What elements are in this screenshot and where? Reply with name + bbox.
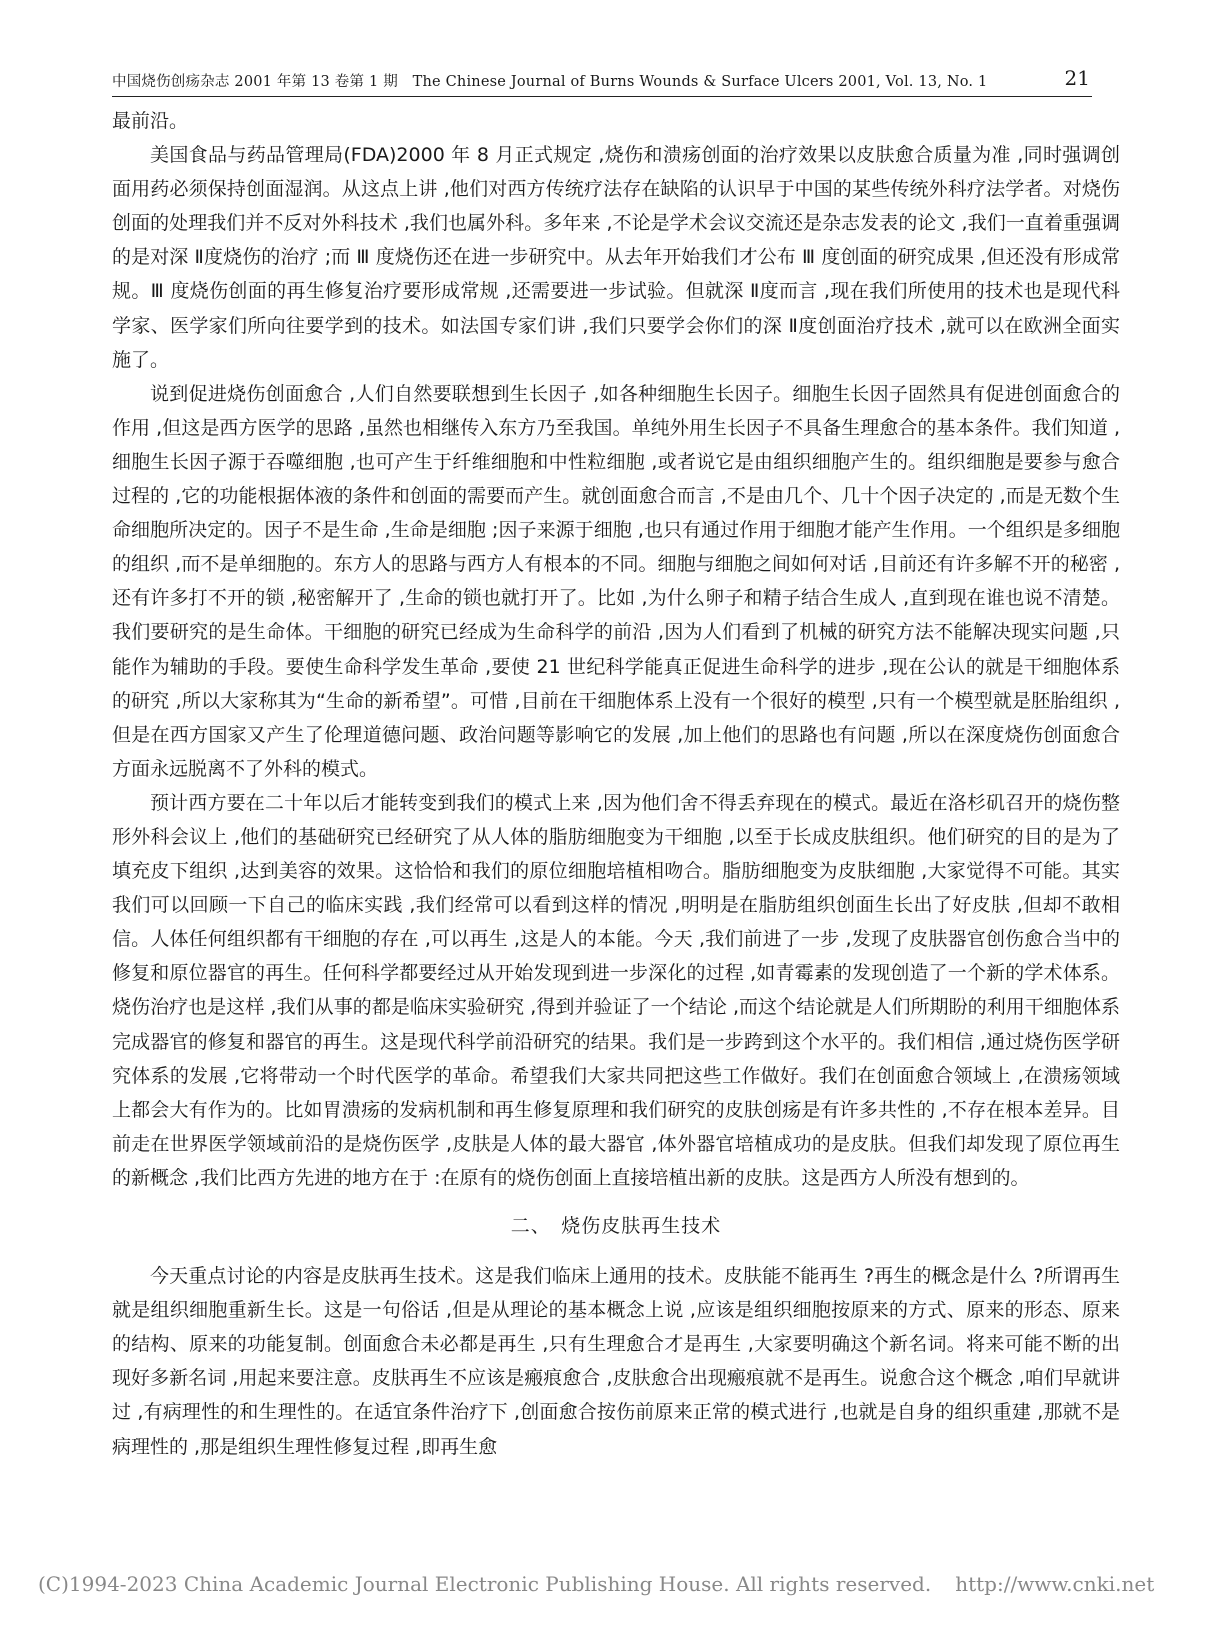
paragraph: 美国食品与药品管理局(FDA)2000 年 8 月正式规定 ,烧伤和溃疡创面的治疗效果以皮肤愈合质量为准 ,同时强调创面用药必须保持创面湿润。从这点上讲 ,他们对西方传统疗法存在缺陷的认识早于中国的某些传统外科疗法学者。对烧伤创面的处理我们并不反对外科技术 ,我们也属外科。多年来 ,不论是学术会议交流还是杂志发表的论文 ,我们一直着重强调的是对深 Ⅱ度烧伤的治疗 ;而 Ⅲ 度烧伤还在进一步研究中。从去年开始我们才公布 Ⅲ 度创面的研究成果 ,但还没有形成常规。Ⅲ 度烧伤创面的再生修复治疗要形成常规 ,还需要进一步试验。但就深 Ⅱ度而言 ,现在我们所使用的技术也是现代科学家、医学家们所向往要学到的技术。如法国专家们讲 ,我们只要学会你们的深 Ⅱ度创面治疗技术 ,就可以在欧洲全面实施了。: [112, 144, 1120, 371]
page-number: 21: [1064, 66, 1090, 90]
running-title: 中国烧伤创疡杂志 2001 年第 13 卷第 1 期 The Chinese Journal of Burns Wounds & Surface Ulcers 2001, Vol. 13, No. 1: [112, 74, 988, 90]
paragraph: 说到促进烧伤创面愈合 ,人们自然要联想到生长因子 ,如各种细胞生长因子。细胞生长因子固然具有促进创面愈合的作用 ,但这是西方医学的思路 ,虽然也相继传入东方乃至我国。单纯外用生长因子不具备生理愈合的基本条件。我们知道 ,细胞生长因子源于吞噬细胞 ,也可产生于纤维细胞和中性粒细胞 ,或者说它是由组织细胞产生的。组织细胞是要参与愈合过程的 ,它的功能根据体液的条件和创面的需要而产生。就创面愈合而言 ,不是由几个、几十个因子决定的 ,而是无数个生命细胞所决定的。因子不是生命 ,生命是细胞 ;因子来源于细胞 ,也只有通过作用于细胞才能产生作用。一个组织是多细胞的组织 ,而不是单细胞的。东方人的思路与西方人有根本的不同。细胞与细胞之间如何对话 ,目前还有许多解不开的秘密 ,还有许多打不开的锁 ,秘密解开了 ,生命的锁也就打开了。比如 ,为什么卵子和精子结合生成人 ,直到现在谁也说不清楚。我们要研究的是生命体。干细胞的研究已经成为生命科学的前沿 ,因为人们看到了机械的研究方法不能解决现实问题 ,只能作为辅助的手段。要使生命科学发生革命 ,要使 21 世纪科学能真正促进生命科学的进步 ,现在公认的就是干细胞体系的研究 ,所以大家称其为“生命的新希望”。可惜 ,目前在干细胞体系上没有一个很好的模型 ,只有一个模型就是胚胎组织 ,但是在西方国家又产生了伦理道德问题、政治问题等影响它的发展 ,加上他们的思路也有问题 ,所以在深度烧伤创面愈合方面永远脱离不了外科的模式。: [112, 382, 1120, 780]
copyright-footer: [38, 1572, 1198, 1596]
article-body: [112, 104, 1120, 1464]
running-header: [112, 66, 1092, 97]
footer-url[interactable]: http://www.cnki.net: [955, 1572, 1155, 1596]
paragraph: 今天重点讨论的内容是皮肤再生技术。这是我们临床上通用的技术。皮肤能不能再生 ?再生的概念是什么 ?所谓再生就是组织细胞重新生长。这是一句俗话 ,但是从理论的基本概念上说 ,应该是组织细胞按原来的方式、原来的形态、原来的结构、原来的功能复制。创面愈合未必都是再生 ,只有生理愈合才是再生 ,大家要明确这个新名词。将来可能不断的出现好多新名词 ,用起来要注意。皮肤再生不应该是瘢痕愈合 ,皮肤愈合出现瘢痕就不是再生。说愈合这个概念 ,咱们早就讲过 ,有病理性的和生理性的。在适宜条件治疗下 ,创面愈合按伤前原来正常的模式进行 ,也就是自身的组织重建 ,那就不是病理性的 ,那是组织生理性修复过程 ,即再生愈: [112, 1265, 1120, 1458]
section-heading: 二、 烧伤皮肤再生技术: [510, 1215, 722, 1237]
copyright-text: (C)1994-2023 China Academic Journal Electronic Publishing House. All rights reserved.: [38, 1572, 932, 1596]
paragraph: 最前沿。: [112, 110, 189, 132]
paragraph: 预计西方要在二十年以后才能转变到我们的模式上来 ,因为他们舍不得丢弃现在的模式。最近在洛杉矶召开的烧伤整形外科会议上 ,他们的基础研究已经研究了从人体的脂肪细胞变为干细胞 ,以至于长成皮肤组织。他们研究的目的是为了填充皮下组织 ,达到美容的效果。这恰恰和我们的原位细胞培植相吻合。脂肪细胞变为皮肤细胞 ,大家觉得不可能。其实我们可以回顾一下自己的临床实践 ,我们经常可以看到这样的情况 ,明明是在脂肪组织创面生长出了好皮肤 ,但却不敢相信。人体任何组织都有干细胞的存在 ,可以再生 ,这是人的本能。今天 ,我们前进了一步 ,发现了皮肤器官创伤愈合当中的修复和原位器官的再生。任何科学都要经过从开始发现到进一步深化的过程 ,如青霉素的发现创造了一个新的学术体系。烧伤治疗也是这样 ,我们从事的都是临床实验研究 ,得到并验证了一个结论 ,而这个结论就是人们所期盼的利用干细胞体系完成器官的修复和器官的再生。这是现代科学前沿研究的结果。我们是一步跨到这个水平的。我们相信 ,通过烧伤医学研究体系的发展 ,它将带动一个时代医学的革命。希望我们大家共同把这些工作做好。我们在创面愈合领域上 ,在溃疡领域上都会大有作为的。比如胃溃疡的发病机制和再生修复原理和我们研究的皮肤创疡是有许多共性的 ,不存在根本差异。目前走在世界医学领域前沿的是烧伤医学 ,皮肤是人体的最大器官 ,体外器官培植成功的是皮肤。但我们却发现了原位再生的新概念 ,我们比西方先进的地方在于 :在原有的烧伤创面上直接培植出新的皮肤。这是西方人所没有想到的。: [112, 791, 1120, 1189]
